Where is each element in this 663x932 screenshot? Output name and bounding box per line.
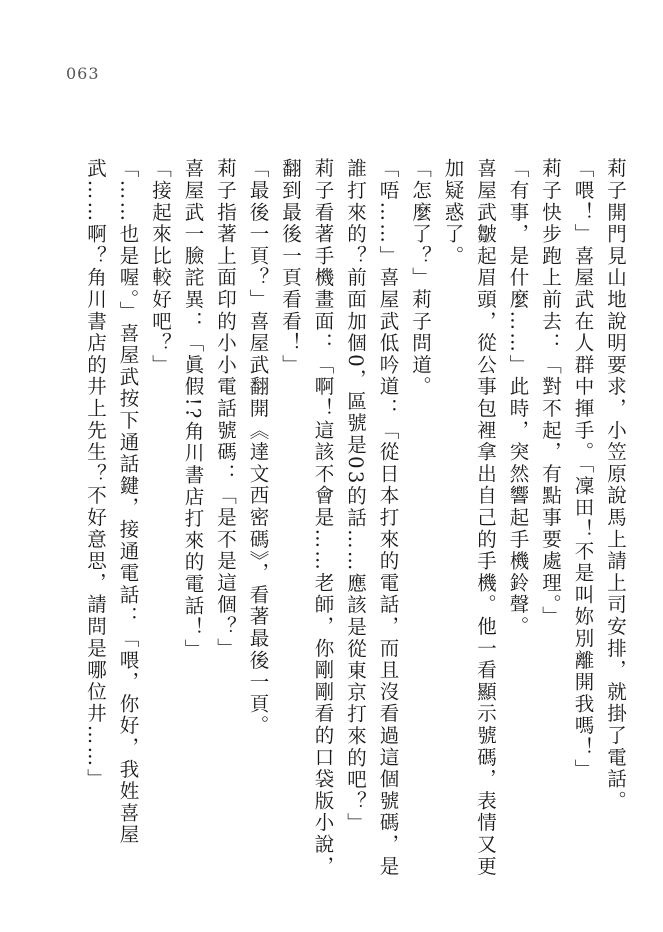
paragraph: 喜屋武皺起眉頭，從公事包裡拿出自己的手機。他一看顯示號碼，表情又更加疑惑了。 [441,158,497,878]
paragraph: 莉子指著上面印的小小電話號碼：「是不是這個？」 [214,158,237,660]
paragraph: 喜屋武一臉詫異：「眞假!?角川書店打來的電話！」 [181,158,205,661]
vertical-text-body [79,158,632,878]
paragraph: 莉子快步跑上前去：「對不起，有點事要處理。」 [539,158,562,628]
paragraph: 「最後一頁？」喜屋武翻開《達文西密碼》，看著最後一頁。 [246,158,270,737]
paragraph: 「……也是喔。」喜屋武按下通話鍵，接通電話：「喂，你好，我姓喜屋武……啊？角川書店的井上先生？不好意思，請問是哪位井……」 [84,158,140,846]
paragraph: 莉子看著手機畫面：「啊！這該不會是……老師，你剛剛看的口袋版小說，翻到最後一頁看看！」 [279,158,335,878]
paragraph: 「接起來比較好吧？」 [149,158,172,376]
paragraph: 「唔……」喜屋武低吟道：「從日本打來的電話，而且沒看過這個號碼，是誰打來的？前面加個0，區號是03的話……應該是從東京打來的吧？」 [344,158,400,878]
paragraph: 莉子開門見山地說明要求，小笠原說馬上請上司安排，就掛了電話。 [604,158,627,812]
paragraph: 「怎麼了？」莉子問道。 [409,158,432,398]
paragraph: 「喂！」喜屋武在人群中揮手。「凜田！不是叫妳別離開我嗎！」 [571,158,595,781]
page-number: 063 [66,64,100,83]
paragraph: 「有事，是什麼……」此時，突然響起手機鈴聲。 [506,158,530,638]
